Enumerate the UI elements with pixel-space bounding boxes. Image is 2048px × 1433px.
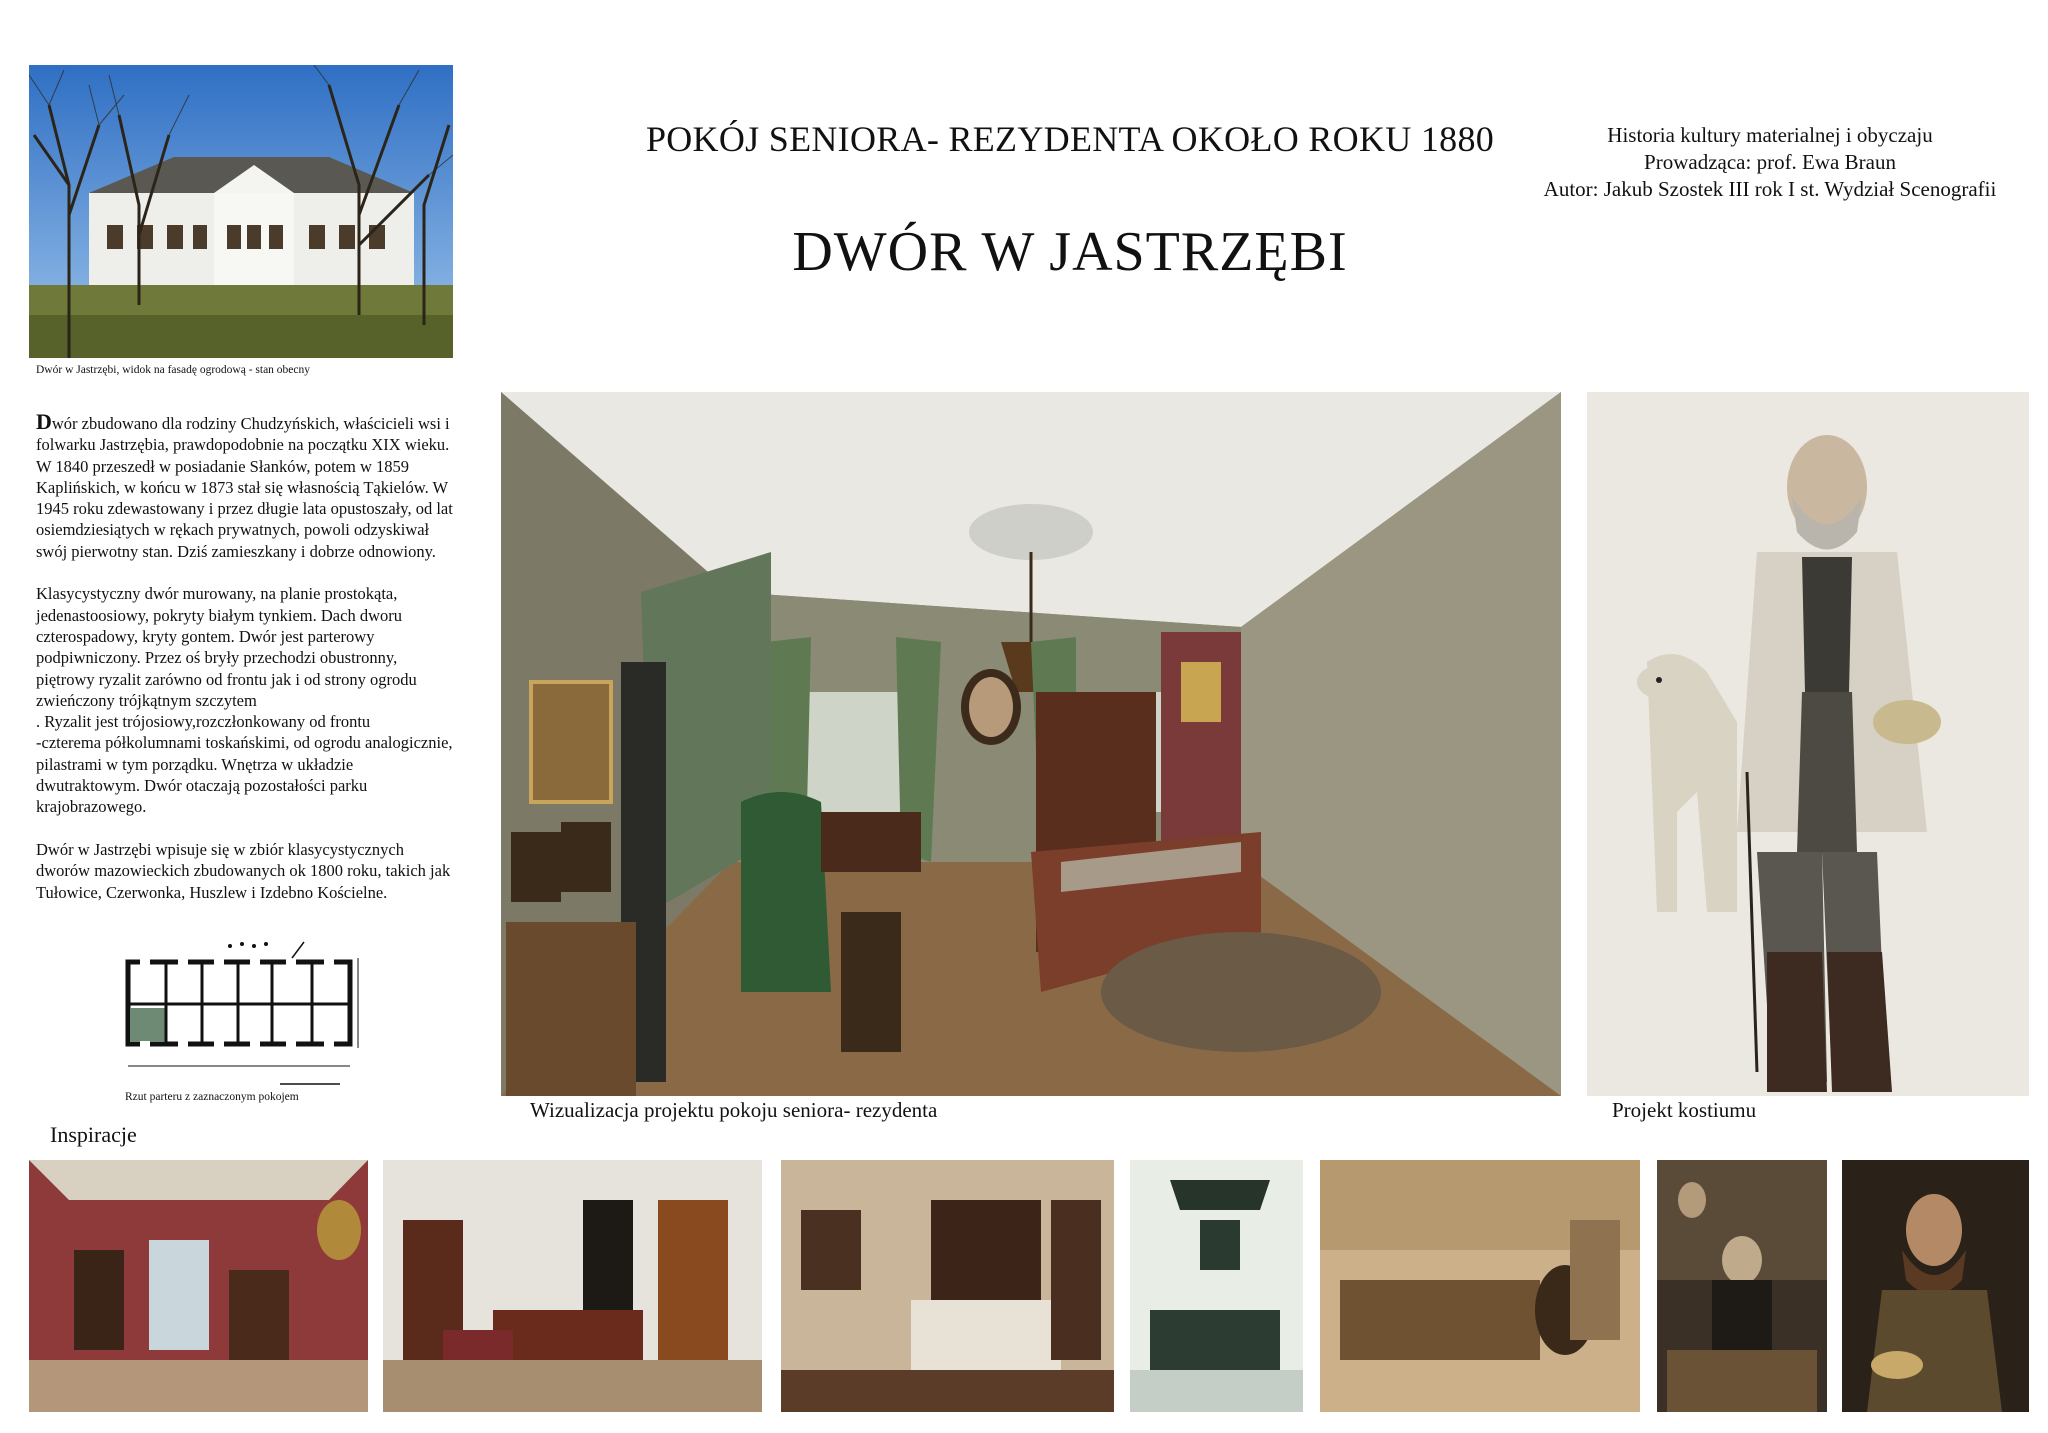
inspirations-heading: Inspiracje: [50, 1122, 137, 1147]
floor-plan-caption: Rzut parteru z zaznaczonym pokojem: [125, 1091, 299, 1103]
course-author: Autor: Jakub Szostek III rok I st. Wydział Scenografii: [1543, 177, 1997, 201]
drop-cap: D: [36, 409, 52, 434]
manor-facade-photo: [29, 65, 453, 358]
poster-subtitle: POKÓJ SENIORA- REZYDENTA OKOŁO ROKU 1880: [645, 119, 1495, 159]
description-paragraph-2: Klasycystyczny dwór murowany, na planie prostokąta, jedenastoosiowy, pokryty białym tynkiem. Dach dworu czterospadowy, kryty gontem. Dwór jest parterowy podpiwniczony. Przez oś bryły przechodzi obustronny, piętrowy ryzalit zarówno od frontu jak i od strony ogrodu zwieńczony trójkątnym szczytem . Ryzalit jest trójosiowy,rozczłonkowany od frontu -czterema półkolumnami toskańskimi, od ogrodu analogicznie, pilastrami w tym porządku. Wnętrza w układzie dwutraktowym. Dwór otaczają pozostałości parku krajobrazowego.: [36, 584, 453, 817]
manor-description: [36, 411, 458, 924]
inspiration-image-5: [1320, 1160, 1640, 1412]
inspiration-image-4: [1130, 1160, 1303, 1412]
inspiration-image-7: [1842, 1160, 2029, 1412]
room-visualization-image: [501, 392, 1561, 1096]
inspiration-image-2: [383, 1160, 762, 1412]
costume-design-image: [1587, 392, 2029, 1096]
description-paragraph-3: Dwór w Jastrzębi wpisuje się w zbiór klasycystycznych dworów mazowieckich zbudowanych ok 1800 roku, takich jak Tułowice, Czerwonka, Huszlew i Izdebno Kościelne.: [36, 839, 451, 902]
facade-photo-caption: Dwór w Jastrzębi, widok na fasadę ogrodową - stan obecny: [36, 364, 311, 376]
poster-title: DWÓR W JASTRZĘBI: [792, 221, 1348, 283]
floor-plan-drawing: [120, 938, 366, 1090]
inspiration-image-3: [781, 1160, 1114, 1412]
course-lecturer: Prowadząca: prof. Ewa Braun: [1644, 150, 1896, 174]
description-paragraph-1: Dwór zbudowano dla rodziny Chudzyńskich, właścicieli wsi i folwarku Jastrzębia, prawdopodobnie na początku XIX wieku. W 1840 przeszedł w posiadanie Słanków, potem w 1859 Kaplińskich, w końcu w 1873 stał się własnością Tąkielów. W 1945 roku zdewastowany i przez długie lata opustoszały, od lat osiemdziesiątych w rękach prywatnych, powoli odzyskiwał swój pierwotny stan. Dziś zamieszkany i dobrze odnowiony.: [36, 409, 453, 561]
inspiration-image-1: [29, 1160, 368, 1412]
visualization-caption: Wizualizacja projektu pokoju seniora- rezydenta: [530, 1098, 938, 1122]
course-name: Historia kultury materialnej i obyczaju: [1607, 123, 1933, 147]
costume-caption: Projekt kostiumu: [1612, 1098, 1757, 1122]
course-info: [1510, 122, 2030, 203]
inspiration-image-6: [1657, 1160, 1827, 1412]
